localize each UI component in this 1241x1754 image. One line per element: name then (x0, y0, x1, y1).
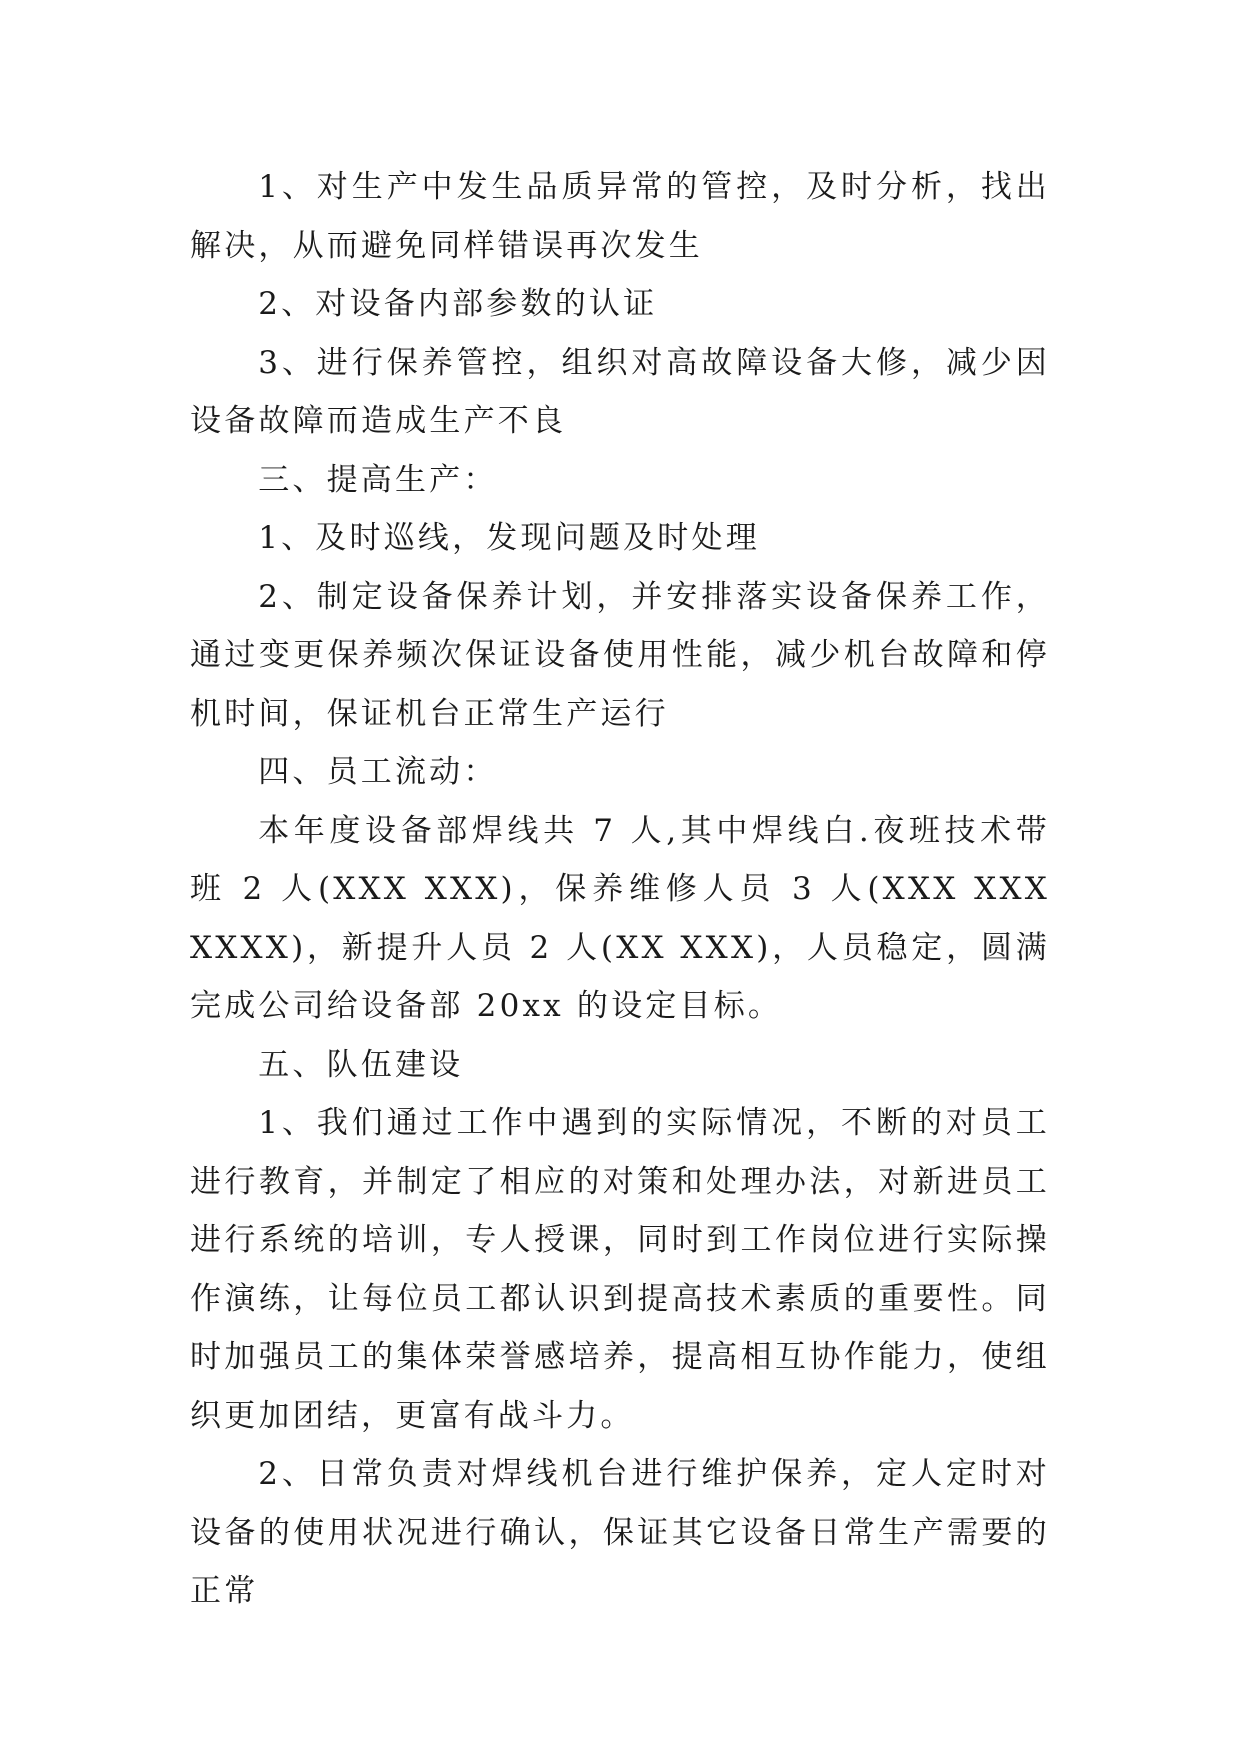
paragraph-maintenance-control: 3、进行保养管控，组织对高故障设备大修，减少因设备故障而造成生产不良 (190, 344, 1050, 439)
section-heading-improve-production: 三、提高生产： (258, 461, 498, 498)
paragraph-maintenance-plan: 2、制定设备保养计划，并安排落实设备保养工作，通过变更保养频次保证设备使用性能，减少机台故障和停机时间，保证机台正常生产运行 (190, 578, 1050, 732)
paragraph-line-inspection: 1、及时巡线，发现问题及时处理 (258, 520, 760, 556)
paragraph-staff-summary: 本年度设备部焊线共 7 人,其中焊线白.夜班技术带班 2 人(XXX XXX)，保养维修人员 3 人(XXX XXX XXXX)，新提升人员 2 人(XX XXX)，人员稳定，圆满完成公司给设备部 20xx 的设定目标。 (190, 812, 1050, 1024)
paragraph-parameter-certification: 2、对设备内部参数的认证 (258, 286, 658, 322)
paragraph-quality-control: 1、对生产中发生品质异常的管控，及时分析，找出解决，从而避免同样错误再次发生 (190, 169, 1050, 264)
paragraph-daily-maintenance: 2、日常负责对焊线机台进行维护保养，定人定时对设备的使用状况进行确认，保证其它设备日常生产需要的正常 (190, 1456, 1050, 1609)
section-heading-team-building: 五、队伍建设 (258, 1046, 464, 1083)
section-heading-staff-turnover: 四、员工流动： (258, 754, 498, 790)
paragraph-team-education: 1、我们通过工作中遇到的实际情况，不断的对员工进行教育，并制定了相应的对策和处理办法，对新进员工进行系统的培训，专人授课，同时到工作岗位进行实际操作演练，让每位员工都认识到提高技术素质的重要性。同时加强员工的集体荣誉感培养，提高相互协作能力，使组织更加团结，更富有战斗力。 (190, 1105, 1050, 1434)
document-body (190, 158, 1050, 1621)
